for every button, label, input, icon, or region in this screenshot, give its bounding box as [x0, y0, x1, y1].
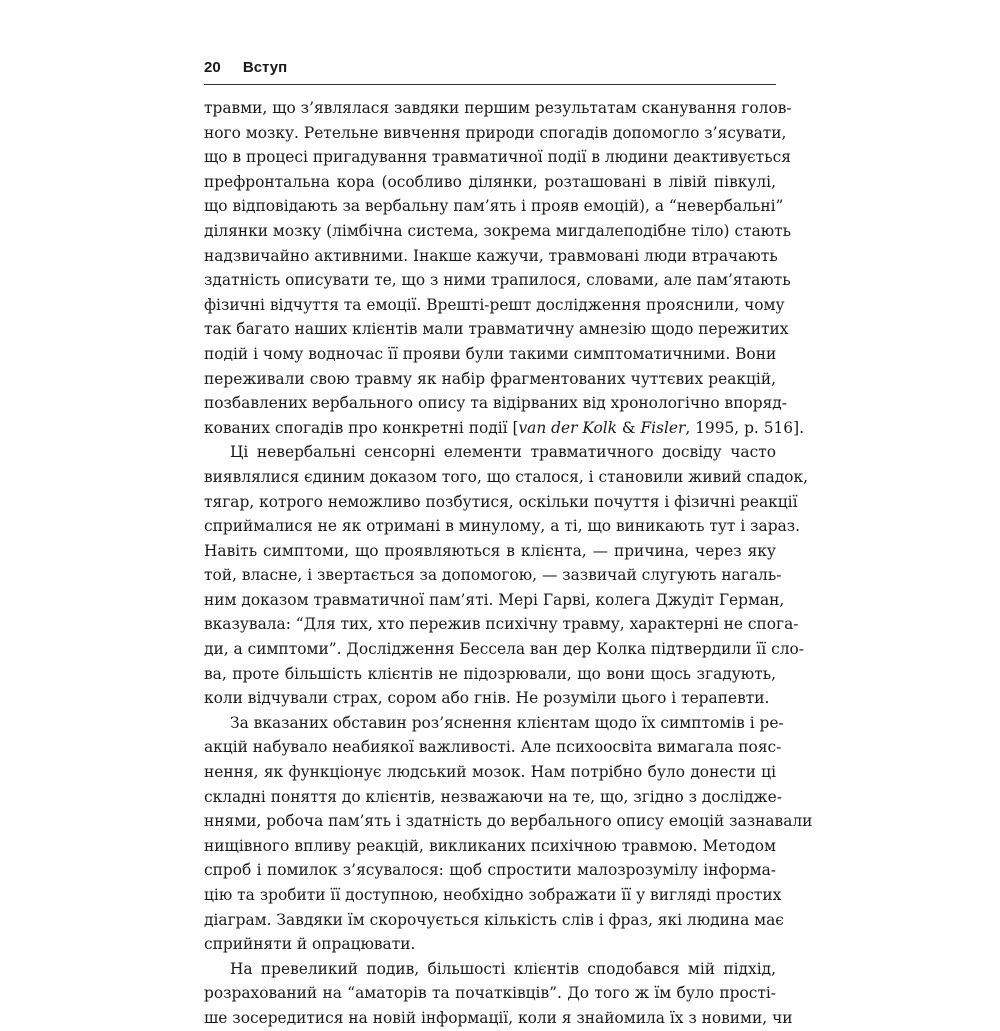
- text-line: Навіть симптоми, що проявляються в клієнта, — причина, через яку: [204, 541, 776, 560]
- citation-pre: кованих спогадів про конкретні події [: [204, 418, 519, 437]
- citation-author-1: van der Kolk: [518, 418, 617, 437]
- text-line: ннями, робоча пам’ять і здатність до вербального опису емоцій зазнавали: [204, 812, 813, 831]
- text-line: ділянки мозку (лімбічна система, зокрема мигдалеподібне тіло) стають: [204, 221, 792, 240]
- text-line: ва, проте більшість клієнтів не підозрювали, що вони щось згадують,: [204, 664, 776, 683]
- text-line: Ці невербальні сенсорні елементи травматичного досвіду часто: [230, 443, 776, 462]
- text-line: акцій набувало неабиякої важливості. Але психоосвіта вимагала пояс-: [204, 738, 782, 757]
- text-line: травми, що з’являлася завдяки першим результатам сканування голов-: [204, 99, 792, 117]
- text-line: ним доказом травматичної пам’яті. Мері Гарві, колега Джудіт Герман,: [204, 590, 785, 609]
- citation-author-2: Fisler: [640, 418, 686, 437]
- text-line: так багато наших клієнтів мали травматичну амнезію щодо пережитих: [204, 320, 789, 339]
- text-line: За вказаних обставин роз’яснення клієнтам щодо їх симптомів і ре-: [230, 713, 784, 732]
- text-line: складні поняття до клієнтів, незважаючи на те, що, згідно з дослідже-: [204, 787, 782, 806]
- text-line: нення, як функціонує людський мозок. Нам потрібно було донести ці: [204, 763, 776, 782]
- text-line: ного мозку. Ретельне вивчення природи спогадів допомогло з’ясувати,: [204, 123, 787, 142]
- text-line: подій і чому водночас її прояви були такими симптоматичними. Вони: [204, 344, 777, 363]
- text-line: коли відчували страх, сором або гнів. Не розуміли цього і терапевти.: [204, 689, 770, 708]
- text-line: розрахований на “аматорів та початківців”. До того ж їм було прості-: [204, 984, 776, 1003]
- text-line: позбавлених вербального опису та відірваних від хронологічно впоряд-: [204, 394, 787, 413]
- text-line: сприйняти й опрацювати.: [204, 935, 416, 954]
- text-line: фізичні відчуття та емоції. Врешті-решт дослідження прояснили, чому: [204, 295, 785, 314]
- section-title: Вступ: [242, 59, 288, 76]
- text-line: сприймалися не як отримані в минулому, а ті, що виникають тут і зараз.: [204, 517, 801, 536]
- text-line: тягар, котрого неможливо позбутися, оскільки почуття і фізичні реакції: [204, 492, 798, 511]
- text-line: виявлялися єдиним доказом того, що сталося, і становили живий спадок,: [204, 467, 808, 486]
- text-line: ди, а симптоми”. Дослідження Бессела ван дер Колка підтвердили її сло-: [204, 640, 804, 659]
- text-line: що відповідають за вербальну пам’ять і прояв емоцій), а “невербальні”: [204, 197, 784, 216]
- citation-amp: &: [616, 418, 641, 437]
- text-line: діаграм. Завдяки їм скорочується кількість слів і фраз, які людина має: [204, 910, 784, 929]
- running-head: [204, 58, 776, 85]
- text-line: той, власне, і звертається за допомогою, — зазвичай слугують нагаль-: [204, 566, 782, 585]
- text-line: префронтальна кора (особливо ділянки, розташовані в лівій півкулі,: [204, 172, 776, 191]
- text-line: здатність описувати те, що з ними трапилося, словами, але пам’ятають: [204, 271, 791, 290]
- text-line: цію та зробити її доступною, необхідно зображати її у вигляді простих: [204, 886, 782, 904]
- page-number: 20: [204, 59, 221, 76]
- text-line: вказувала: “Для тих, хто пережив психічну травму, характерні не спога-: [204, 615, 799, 634]
- text-line: спроб і помилок з’ясувалося: щоб спростити малозрозумілу інформа-: [204, 861, 776, 880]
- text-line: нищівного впливу реакцій, викликаних психічною травмою. Методом: [204, 836, 776, 855]
- text-line-citation: [204, 416, 804, 441]
- body-text: [204, 96, 813, 1031]
- text-line: ше зосередитися на новій інформації, коли я знайомила їх з новими, чи: [204, 1008, 793, 1027]
- text-line: переживали свою травму як набір фрагментованих чуттєвих реакцій,: [204, 369, 776, 388]
- text-line: що в процесі пригадування травматичної події в людини деактивується: [204, 148, 791, 167]
- text-line: На превеликий подив, більшості клієнтів сподобався мій підхід,: [230, 959, 776, 978]
- text-line: надзвичайно активними. Інакше кажучи, травмовані люди втрачають: [204, 246, 778, 265]
- citation-post: , 1995, p. 516].: [685, 418, 804, 437]
